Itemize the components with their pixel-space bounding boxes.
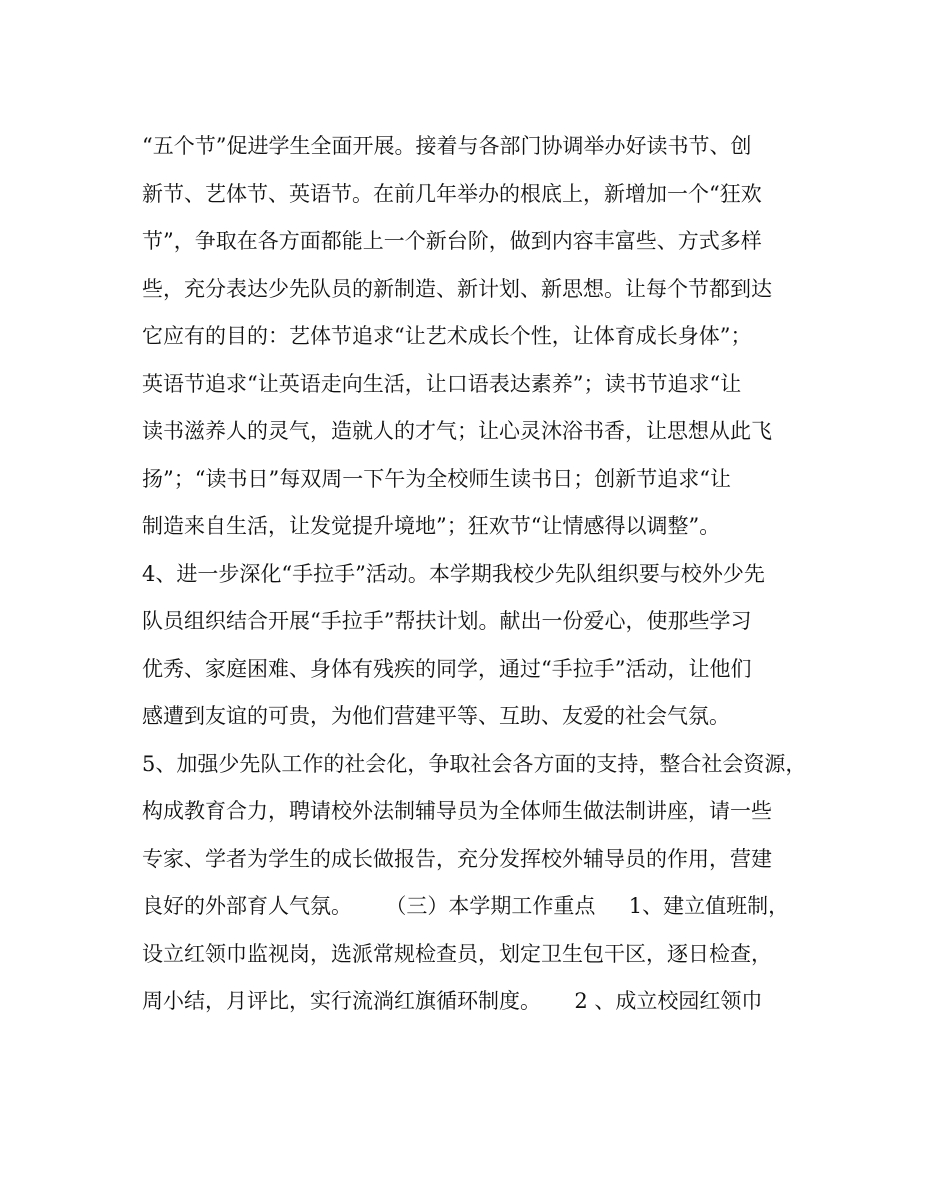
text-line: 新节、艺体节、英语节。在前几年举办的根底上，新增加一个“狂欢 bbox=[142, 181, 762, 206]
text-line: 些，充分表达少先队员的新制造、新计划、新思想。让每个节都到达 bbox=[142, 276, 772, 301]
text-line: 5、加强少先队工作的社会化，争取社会各方面的支持，整合社会资源， bbox=[142, 751, 807, 776]
text-line: 扬”；“读书日”每双周一下午为全校师生读书日；创新节追求“让 bbox=[142, 466, 731, 491]
text-line: 专家、学者为学生的成长做报告，充分发挥校外辅导员的作用，营建 bbox=[142, 846, 772, 871]
text-line: “五个节”促进学生全面开展。接着与各部门协调举办好读书节、创 bbox=[142, 134, 752, 158]
text-line: 节”，争取在各方面都能上一个新台阶，做到内容丰富些、方式多样 bbox=[142, 229, 762, 253]
text-line: 队员组织结合开展“手拉手”帮扶计划。献出一份爱心，使那些学习 bbox=[142, 609, 752, 633]
text-line: 读书滋养人的灵气，造就人的才气；让心灵沐浴书香，让思想从此飞 bbox=[142, 419, 772, 443]
text-line: 英语节追求“让英语走向生活，让口语表达素养”；读书节追求“让 bbox=[142, 371, 742, 396]
text-line: 它应有的目的：艺体节追求“让艺术成长个性，让体育成长身体”； bbox=[142, 324, 752, 348]
text-line: 优秀、家庭困难、身体有残疾的同学，通过“手拉手”活动，让他们 bbox=[142, 656, 752, 681]
text-line: 设立红领巾监视岗，选派常规检查员，划定卫生包干区，逐日检查， bbox=[142, 941, 772, 966]
text-line: 良好的外部育人气氛。 （三）本学期工作重点 1、建立值班制， bbox=[142, 894, 790, 918]
text-line: 周小结，月评比，实行流淌红旗循环制度。 2 、成立校园红领巾 bbox=[142, 989, 763, 1013]
text-line: 感遭到友谊的可贵，为他们营建平等、互助、友爱的社会气氛。 bbox=[142, 704, 730, 728]
text-line: 制造来自生活，让发觉提升境地”；狂欢节“让情感得以调整”。 bbox=[142, 514, 721, 538]
text-line: 构成教育合力，聘请校外法制辅导员为全体师生做法制讲座，请一些 bbox=[142, 799, 772, 823]
body-text bbox=[142, 123, 822, 1026]
text-line: 4、进一步深化“手拉手”活动。本学期我校少先队组织要与校外少先 bbox=[142, 561, 765, 586]
